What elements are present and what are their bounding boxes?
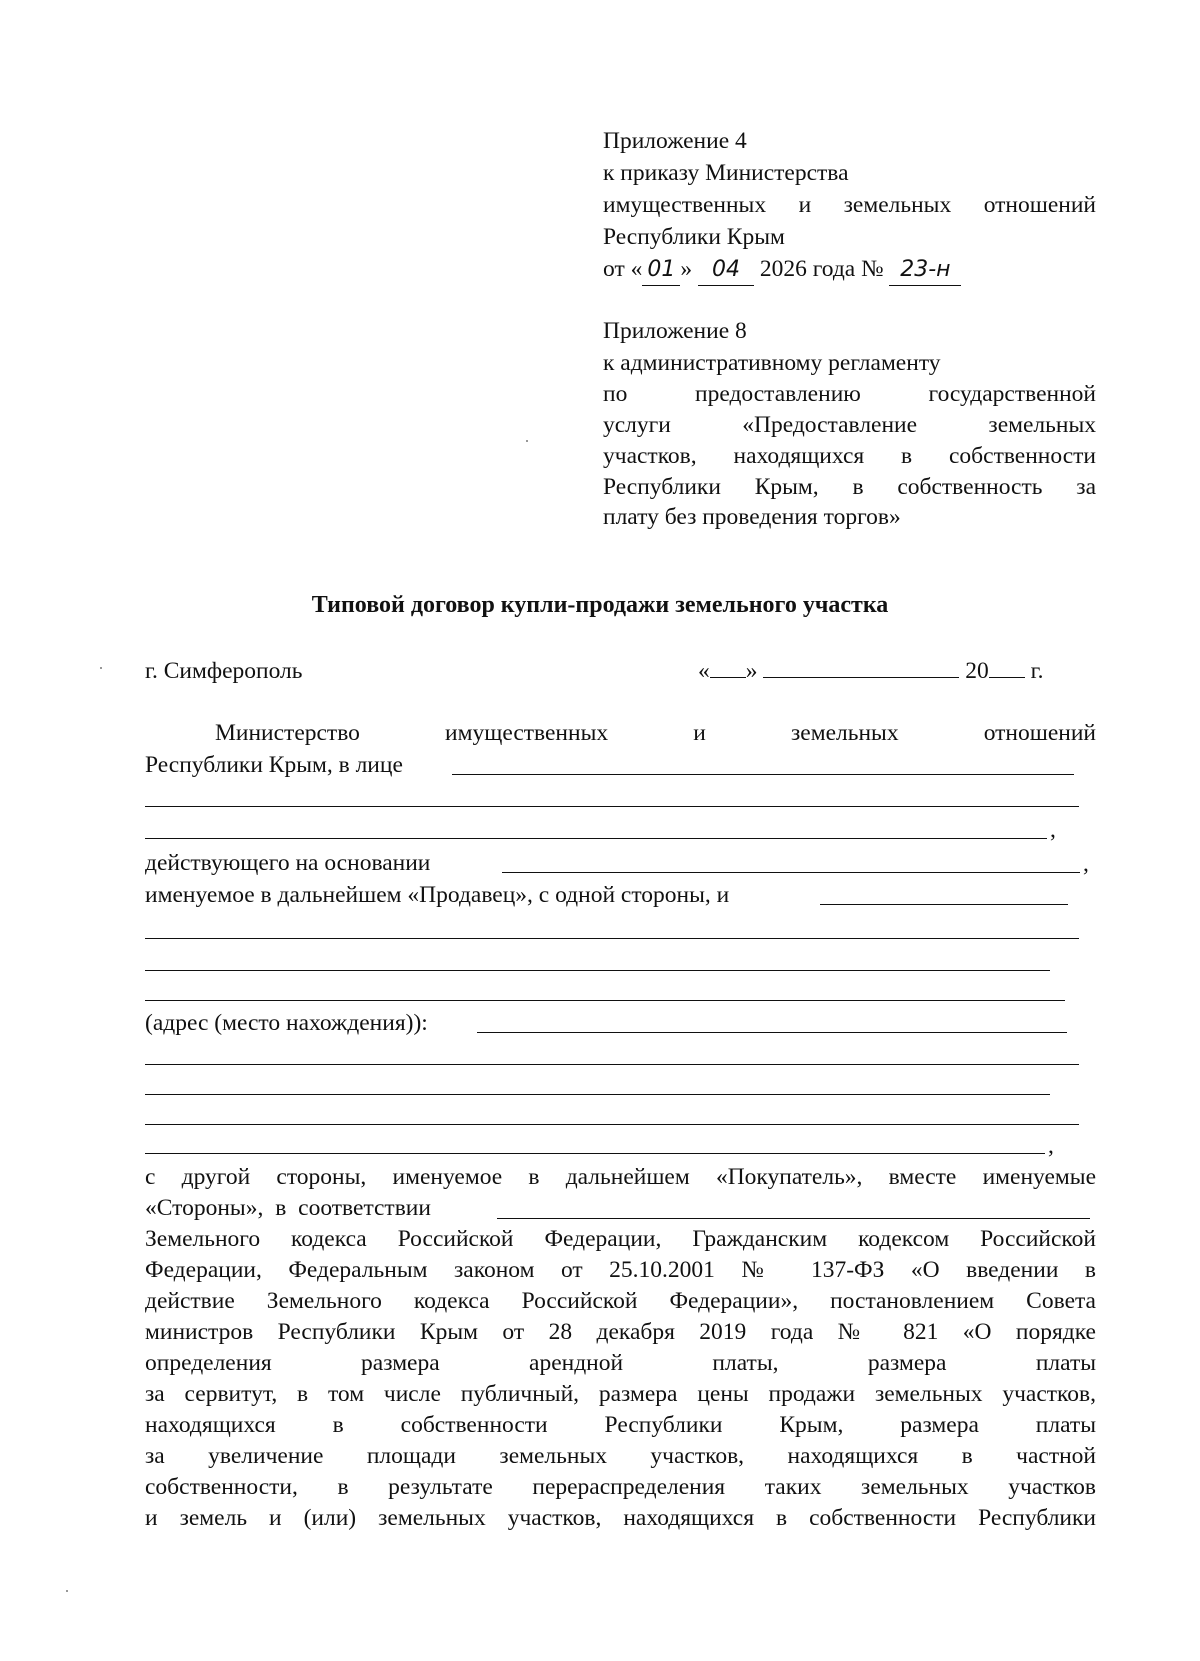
appendix4-date [603,254,961,286]
law-line6: за сервитут, в том числе публичный, размера цены продажи земельных участков, [145,1381,1096,1407]
law-line5: определения размера арендной платы, размера платы [145,1350,1096,1376]
law-line7: находящихся в собственности Республики Крым, размера платы [145,1412,1096,1438]
representative-blank[interactable] [452,774,1074,775]
date-open: « [698,658,710,684]
legal-basis-blank[interactable] [497,1218,1090,1219]
buyer-blank-3[interactable] [145,1000,1065,1001]
buyer-blank-1[interactable] [145,938,1079,939]
seller-line1: Министерство имущественных и земельных отношений [215,720,1096,746]
appendix4-line3: имущественных и земельных отношений [603,192,1096,218]
comma-2: , [1083,851,1089,877]
handwritten-number: 23-н [889,255,961,286]
place-of-signing: г. Симферополь [145,658,303,684]
other-party-line1: с другой стороны, именуемое в дальнейшем «Покупатель», вместе именуемые [145,1164,1096,1190]
scan-speck [526,440,528,442]
appendix8-line2: к административному регламенту [603,350,941,376]
address-blank[interactable] [477,1032,1067,1033]
law-line1: Земельного кодекса Российской Федерации, Гражданским кодексом Российской [145,1226,1096,1252]
acting-basis-blank[interactable] [502,872,1080,873]
contract-date [698,656,1044,686]
year-prefix: 20 [965,658,989,684]
law-line2: Федерации, Федеральным законом от 25.10.2001 № 137-ФЗ «О введении в [145,1257,1096,1283]
comma-3: , [1048,1133,1054,1159]
law-line3: действие Земельного кодекса Российской Федерации», постановлением Совета [145,1288,1096,1314]
comma-1: , [1050,817,1056,843]
year-suffix: г. [1030,658,1044,684]
year-text: 2026 года № [759,256,884,282]
address-blank-5[interactable] [145,1153,1045,1154]
other-party-line2: «Стороны», в соответствии [145,1195,431,1221]
buyer-blank-2[interactable] [145,970,1050,971]
seller-named: именуемое в дальнейшем «Продавец», с одной стороны, и [145,882,730,908]
law-line10: и земель и (или) земельных участков, находящихся в собственности Республики [145,1505,1096,1531]
appendix8-line3: по предоставлению государственной [603,381,1096,407]
appendix8-line5: участков, находящихся в собственности [603,443,1096,469]
address-blank-3[interactable] [145,1094,1050,1095]
appendix4-line4: Республики Крым [603,224,785,250]
acting-basis-label: действующего на основании [145,850,431,876]
appendix4-line1: Приложение 4 [603,128,747,154]
document-title: Типовой договор купли-продажи земельного участка [311,592,889,618]
representative-blank-2[interactable] [145,806,1079,807]
representative-blank-3[interactable] [145,838,1047,839]
seller-line2: Республики Крым, в лице [145,752,403,778]
address-label: (адрес (место нахождения)): [145,1010,428,1036]
appendix4-line2: к приказу Министерства [603,160,849,186]
date-open-quote: от « [603,256,643,282]
law-line9: собственности, в результате перераспределения таких земельных участков [145,1474,1096,1500]
handwritten-day: 01 [642,255,680,286]
law-line4: министров Республики Крым от 28 декабря 2019 года № 821 «О порядке [145,1319,1096,1345]
appendix8-line7: плату без проведения торгов» [603,504,901,530]
handwritten-month: 04 [698,255,754,286]
appendix8-line1: Приложение 8 [603,318,747,344]
appendix8-line6: Республики Крым, в собственность за [603,474,1096,500]
address-blank-4[interactable] [145,1124,1079,1125]
month-blank[interactable] [763,657,959,678]
day-blank[interactable] [710,657,746,678]
date-close-quote: » [680,256,693,282]
date-close: » [745,658,758,684]
scan-speck [66,1590,68,1592]
address-blank-2[interactable] [145,1064,1079,1065]
law-line8: за увеличение площади земельных участков, находящихся в частной [145,1443,1096,1469]
buyer-name-blank[interactable] [820,904,1068,905]
appendix8-line4: услуги «Предоставление земельных [603,412,1096,438]
scan-speck [100,667,102,669]
year-blank[interactable] [989,657,1025,678]
